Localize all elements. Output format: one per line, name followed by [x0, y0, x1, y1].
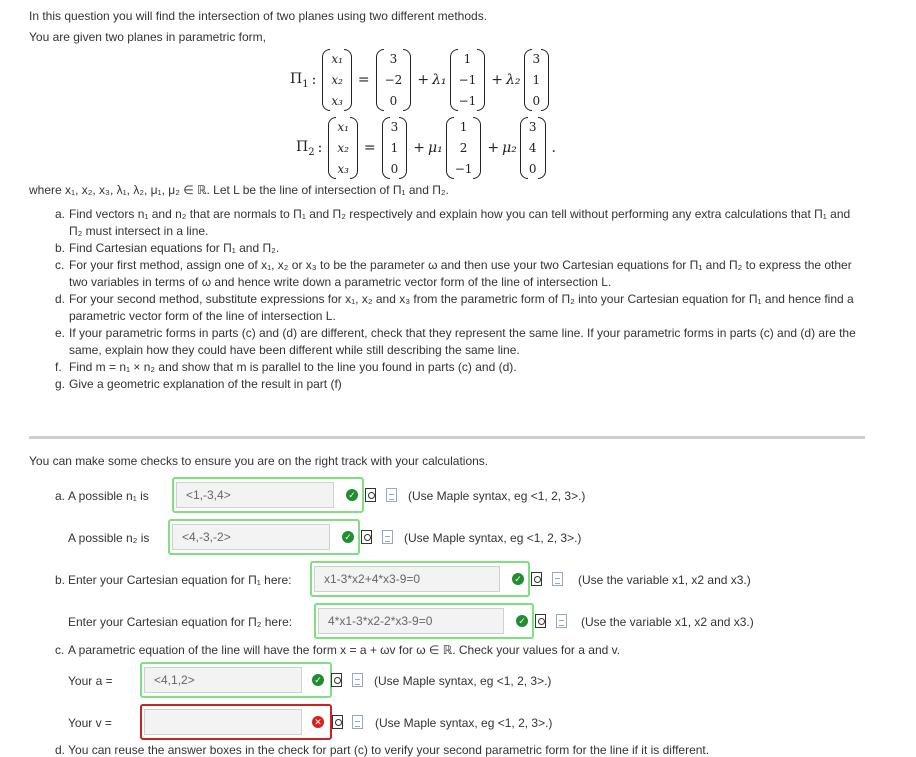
n1-label: A possible n₁ is: [68, 489, 149, 503]
section-divider: [29, 436, 865, 439]
n1-preview-icon[interactable]: [365, 488, 376, 502]
checks-intro: You can make some checks to ensure you are on the right track with your calculations.: [29, 454, 489, 468]
part-g: g. Give a geometric explanation of the result in part (f): [55, 377, 342, 391]
intro-line-2: You are given two planes in parametric form,: [29, 30, 267, 44]
n2-help-icon[interactable]: [382, 530, 393, 544]
n2-hint: (Use Maple syntax, eg <1, 2, 3>.): [404, 531, 582, 545]
n1-hint: (Use Maple syntax, eg <1, 2, 3>.): [408, 489, 586, 503]
a-vec-preview-icon[interactable]: [331, 673, 342, 687]
a-vec-hint: (Use Maple syntax, eg <1, 2, 3>.): [374, 674, 552, 688]
a-vec-help-icon[interactable]: [352, 673, 363, 687]
cart2-correct-icon: ✓: [516, 615, 528, 627]
plane1-point-vector: 3 −2 0: [376, 49, 412, 111]
plane1-vars-vector: x₁ x₂ x₃: [322, 49, 352, 111]
cart1-preview-icon[interactable]: [531, 572, 542, 586]
cart1-input[interactable]: x1-3*x2+4*x3-9=0: [314, 566, 500, 592]
plane2-label: $\Pi_2$: [296, 138, 315, 158]
check-d-text: d. You can reuse the answer boxes in the check for part (c) to verify your second parametric form for the line if it is different.: [55, 743, 710, 757]
n1-correct-icon: ✓: [346, 489, 358, 501]
intro-line-1: In this question you will find the intersection of two planes using two different methods.: [29, 9, 488, 23]
part-e: e. If your parametric forms in parts (c) and (d) are different, check that they represent the same line. If your parametric forms in parts (c) and (d) are the same, explain how they could have been different while still describing the same line.: [55, 326, 856, 357]
a-vec-input[interactable]: <4,1,2>: [144, 667, 302, 693]
a-vec-label: Your a =: [68, 674, 113, 688]
part-a: a. Find vectors n₁ and n₂ that are normals to Π₁ and Π₂ respectively and explain how you can tell without performing any extra calculations that Π₁ and Π₂ must intersect in a line.: [55, 207, 851, 238]
cart1-correct-icon: ✓: [512, 573, 524, 585]
check-c-label: c.: [55, 643, 65, 657]
v-vec-preview-icon[interactable]: [332, 715, 343, 729]
part-d: d. For your second method, substitute expressions for x₁, x₂ and x₃ from the parametric form of Π₂ into your Cartesian equation for Π₁ and hence find a parametric vector form of the line of intersection L.: [55, 292, 854, 323]
a-vec-correct-icon: ✓: [312, 674, 324, 686]
n2-label: A possible n₂ is: [68, 531, 150, 545]
n1-input[interactable]: <1,-3,4>: [176, 482, 334, 508]
plane2-equation: $\Pi_2$ : x₁ x₂ x₃ = 3 1 0 + μ₁ 1 2 −1 + μ₂ 3 4 0 .: [296, 117, 559, 179]
plane1-direction2-vector: 3 1 0: [524, 49, 550, 111]
cart2-hint: (Use the variable x1, x2 and x3.): [581, 615, 754, 629]
n2-correct-icon: ✓: [342, 531, 354, 543]
cart1-hint: (Use the variable x1, x2 and x3.): [578, 573, 751, 587]
plane1-label: $\Pi_1$: [290, 70, 309, 90]
check-c-text: A parametric equation of the line will have the form x = a + ωv for ω ∈ ℝ. Check your values for a and v.: [68, 643, 621, 657]
part-f: f. Find m = n₁ × n₂ and show that m is parallel to the line you found in parts (c) and (d).: [55, 360, 517, 374]
cart1-label: Enter your Cartesian equation for Π₁ here:: [68, 573, 292, 587]
n2-preview-icon[interactable]: [361, 530, 372, 544]
question-parts: [55, 206, 865, 393]
cart2-input[interactable]: 4*x1-3*x2-2*x3-9=0: [318, 608, 504, 634]
cart2-label: Enter your Cartesian equation for Π₂ here:: [68, 615, 293, 629]
v-vec-wrong-icon: ✕: [312, 716, 324, 728]
plane1-equation: $\Pi_1$ : x₁ x₂ x₃ = 3 −2 0 + λ₁ 1 −1 −1 + λ₂ 3 1 0: [290, 49, 552, 111]
where-text: where x₁, x₂, x₃, λ₁, λ₂, μ₁, μ₂ ∈ ℝ. Let L be the line of intersection of Π₁ and Π₂.: [29, 183, 449, 197]
plane2-direction2-vector: 3 4 0: [520, 117, 546, 179]
v-vec-help-icon[interactable]: [352, 715, 363, 729]
cart2-preview-icon[interactable]: [535, 614, 546, 628]
plane2-direction1-vector: 1 2 −1: [446, 117, 482, 179]
cart2-help-icon[interactable]: [556, 614, 567, 628]
v-vec-label: Your v =: [68, 716, 112, 730]
v-vec-hint: (Use Maple syntax, eg <1, 2, 3>.): [375, 716, 553, 730]
part-b: b. Find Cartesian equations for Π₁ and Π₂.: [55, 241, 280, 255]
plane1-direction1-vector: 1 −1 −1: [450, 49, 486, 111]
v-vec-input[interactable]: [144, 709, 302, 735]
part-c: c. For your first method, assign one of x₁, x₂ or x₃ to be the parameter ω and then use your two Cartesian equations for Π₁ and Π₂ to express the other two variables in terms of ω and hence write down a parametric vector form of the line of intersection L.: [55, 258, 852, 289]
cart1-help-icon[interactable]: [552, 572, 563, 586]
check-a-label: a.: [55, 489, 66, 503]
check-b-label: b.: [55, 573, 66, 587]
plane2-vars-vector: x₁ x₂ x₃: [328, 117, 358, 179]
plane2-point-vector: 3 1 0: [382, 117, 408, 179]
n2-input[interactable]: <4,-3,-2>: [172, 524, 330, 550]
n1-help-icon[interactable]: [386, 488, 397, 502]
